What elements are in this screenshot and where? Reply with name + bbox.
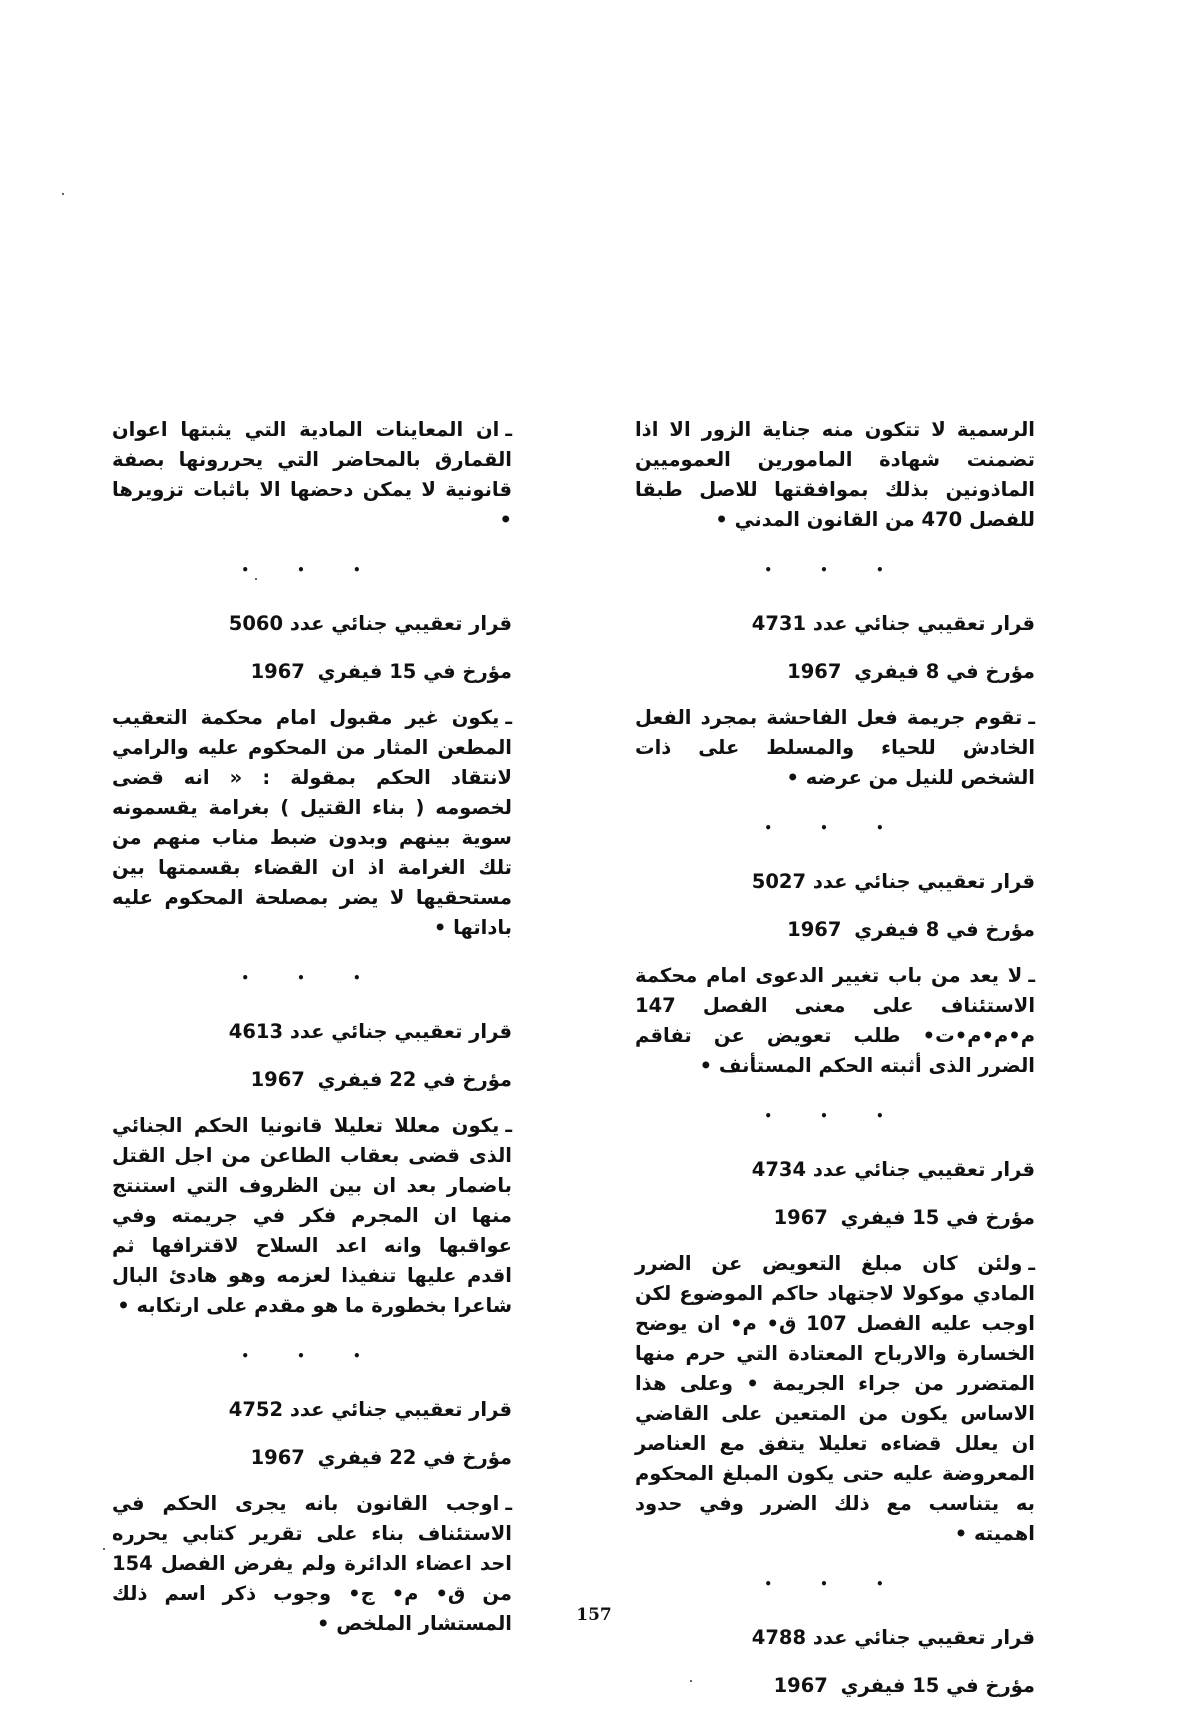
- ruling-paragraph: [635, 703, 1035, 793]
- date-label: مؤرخ في 22 فيفري: [317, 1446, 512, 1469]
- date-year: 1967: [250, 660, 305, 683]
- date-label: مؤرخ في 22 فيفري: [317, 1068, 512, 1091]
- date-label: مؤرخ في 15 فيفري: [840, 1674, 1035, 1697]
- decision-heading: قرار تعقيبي جنائي عدد 5027: [751, 870, 1035, 893]
- ruling-paragraph: [635, 961, 1035, 1081]
- decision-heading: قرار تعقيبي جنائي عدد 4613: [228, 1020, 512, 1043]
- date-label: مؤرخ في 15 فيفري: [317, 660, 512, 683]
- scan-speck: [255, 578, 257, 580]
- date-year: 1967: [773, 1206, 828, 1229]
- ruling-text: تقوم جريمة فعل الفاحشة بمجرد الفعل الخادش للحياء والمسلط على ذات الشخص للنيل من عرضه •: [635, 706, 1035, 789]
- decision-date: [635, 657, 1035, 687]
- dash-marker: ـ: [1028, 706, 1035, 729]
- ruling-text: يكون غير مقبول امام محكمة التعقيب المطعن المثار من المحكوم عليه والرامي لانتقاد الحكم بمقولة : « انه قضى لخصومه ( بناء القتيل ) بغرامة يقسمونه سوية بينهم وبدون ضبط مناب منهم من تلك الغرامة اذ ان القضاء بقسمتها بين مستحقيها لا يضر بمصلحة المحكوم عليه باداتها •: [112, 706, 512, 939]
- date-label: مؤرخ في 15 فيفري: [840, 1206, 1035, 1229]
- date-label: مؤرخ في 8 فيفري: [854, 660, 1035, 683]
- ruling-text: ولئن كان مبلغ التعويض عن الضرر المادي موكولا لاجتهاد حاكم الموضوع لكن اوجب عليه الفصل 107 ق• م• ان يوضح الخسارة والارباح المعتادة التي حرم منها المتضرر من جراء الجريمة • وعلى هذا الاساس يكون من المتعين على القاضي ان يعلل قضاءه تعليلا يتفق مع العناصر المعروضة عليه حتى يكون المبلغ المحكوم به يتناسب مع ذلك الضرر وفي حدود اهميته •: [635, 1252, 1035, 1545]
- decision-heading: قرار تعقيبي جنائي عدد 4731: [751, 612, 1035, 635]
- dash-marker: ـ: [505, 706, 512, 729]
- ruling-paragraph: [635, 1249, 1035, 1549]
- dash-marker: ـ: [1028, 964, 1035, 987]
- separator-stars: • • •: [764, 563, 906, 577]
- dash-marker: ـ: [505, 1114, 512, 1137]
- dash-marker: ـ: [1028, 1252, 1035, 1275]
- date-year: 1967: [250, 1068, 305, 1091]
- separator-stars: • • •: [241, 563, 383, 577]
- decision-heading: قرار تعقيبي جنائي عدد 4788: [751, 1626, 1035, 1649]
- decision-date: [635, 915, 1035, 945]
- left-column: [112, 415, 512, 1639]
- ruling-text: لا يعد من باب تغيير الدعوى امام محكمة الاستئناف على معنى الفصل 147 م•م•م•ت• طلب تعويض عن تفاقم الضرر الذى أثبته الحكم المستأنف •: [635, 964, 1035, 1077]
- ruling-paragraph: [112, 1111, 512, 1321]
- right-column: [635, 415, 1035, 1717]
- separator-stars: • • •: [241, 1349, 383, 1363]
- decision-date: [635, 1671, 1035, 1701]
- decision-date: [112, 657, 512, 687]
- dash-marker: ـ: [505, 418, 512, 441]
- date-year: 1967: [787, 918, 842, 941]
- date-year: 1967: [773, 1674, 828, 1697]
- scan-speck: [103, 1548, 105, 1550]
- date-year: 1967: [250, 1446, 305, 1469]
- page-number: 157: [576, 1605, 612, 1625]
- decision-heading: قرار تعقيبي جنائي عدد 5060: [228, 612, 512, 635]
- separator-stars: • • •: [764, 1577, 906, 1591]
- scan-speck: [690, 1680, 692, 1682]
- decision-heading: قرار تعقيبي جنائي عدد 4734: [751, 1158, 1035, 1181]
- ruling-paragraph: [112, 703, 512, 943]
- ruling-text: ان المعاينات المادية التي يثبتها اعوان القمارق بالمحاضر التي يحررونها بصفة قانونية لا يمكن دحضها الا باثبات تزويرها •: [112, 418, 512, 531]
- separator-stars: • • •: [764, 821, 906, 835]
- decision-heading: قرار تعقيبي جنائي عدد 4752: [228, 1398, 512, 1421]
- ruling-text: يكون معللا تعليلا قانونيا الحكم الجنائي الذى قضى بعقاب الطاعن من اجل القتل باضمار بعد ان بين الظروف التي استنتج منها ان المجرم فكر في جريمته وفي عواقبها وانه اعد السلاح لاقترافها ثم اقدم عليها تنفيذا لعزمه وهو هادئ البال شاعرا بخطورة ما هو مقدم على ارتكابه •: [112, 1114, 512, 1317]
- right-intro-paragraph: الرسمية لا تتكون منه جناية الزور الا اذا تضمنت شهادة المامورين العموميين الماذونين بذلك بموافقتها للاصل طبقا للفصل 470 من القانون المدني •: [635, 418, 1035, 531]
- date-year: 1967: [787, 660, 842, 683]
- decision-date: [635, 1203, 1035, 1233]
- date-label: مؤرخ في 8 فيفري: [854, 918, 1035, 941]
- separator-stars: • • •: [241, 971, 383, 985]
- left-intro-paragraph: [112, 415, 512, 535]
- ruling-text: اوجب القانون بانه يجرى الحكم في الاستئناف بناء على تقرير كتابي يحرره احد اعضاء الدائرة ولم يفرض الفصل 154 من ق• م• ج• وجوب ذكر اسم ذلك المستشار الملخص •: [112, 1492, 512, 1635]
- scan-speck: [62, 193, 64, 195]
- decision-date: [112, 1065, 512, 1095]
- separator-stars: • • •: [764, 1109, 906, 1123]
- decision-date: [112, 1443, 512, 1473]
- dash-marker: ـ: [505, 1492, 512, 1515]
